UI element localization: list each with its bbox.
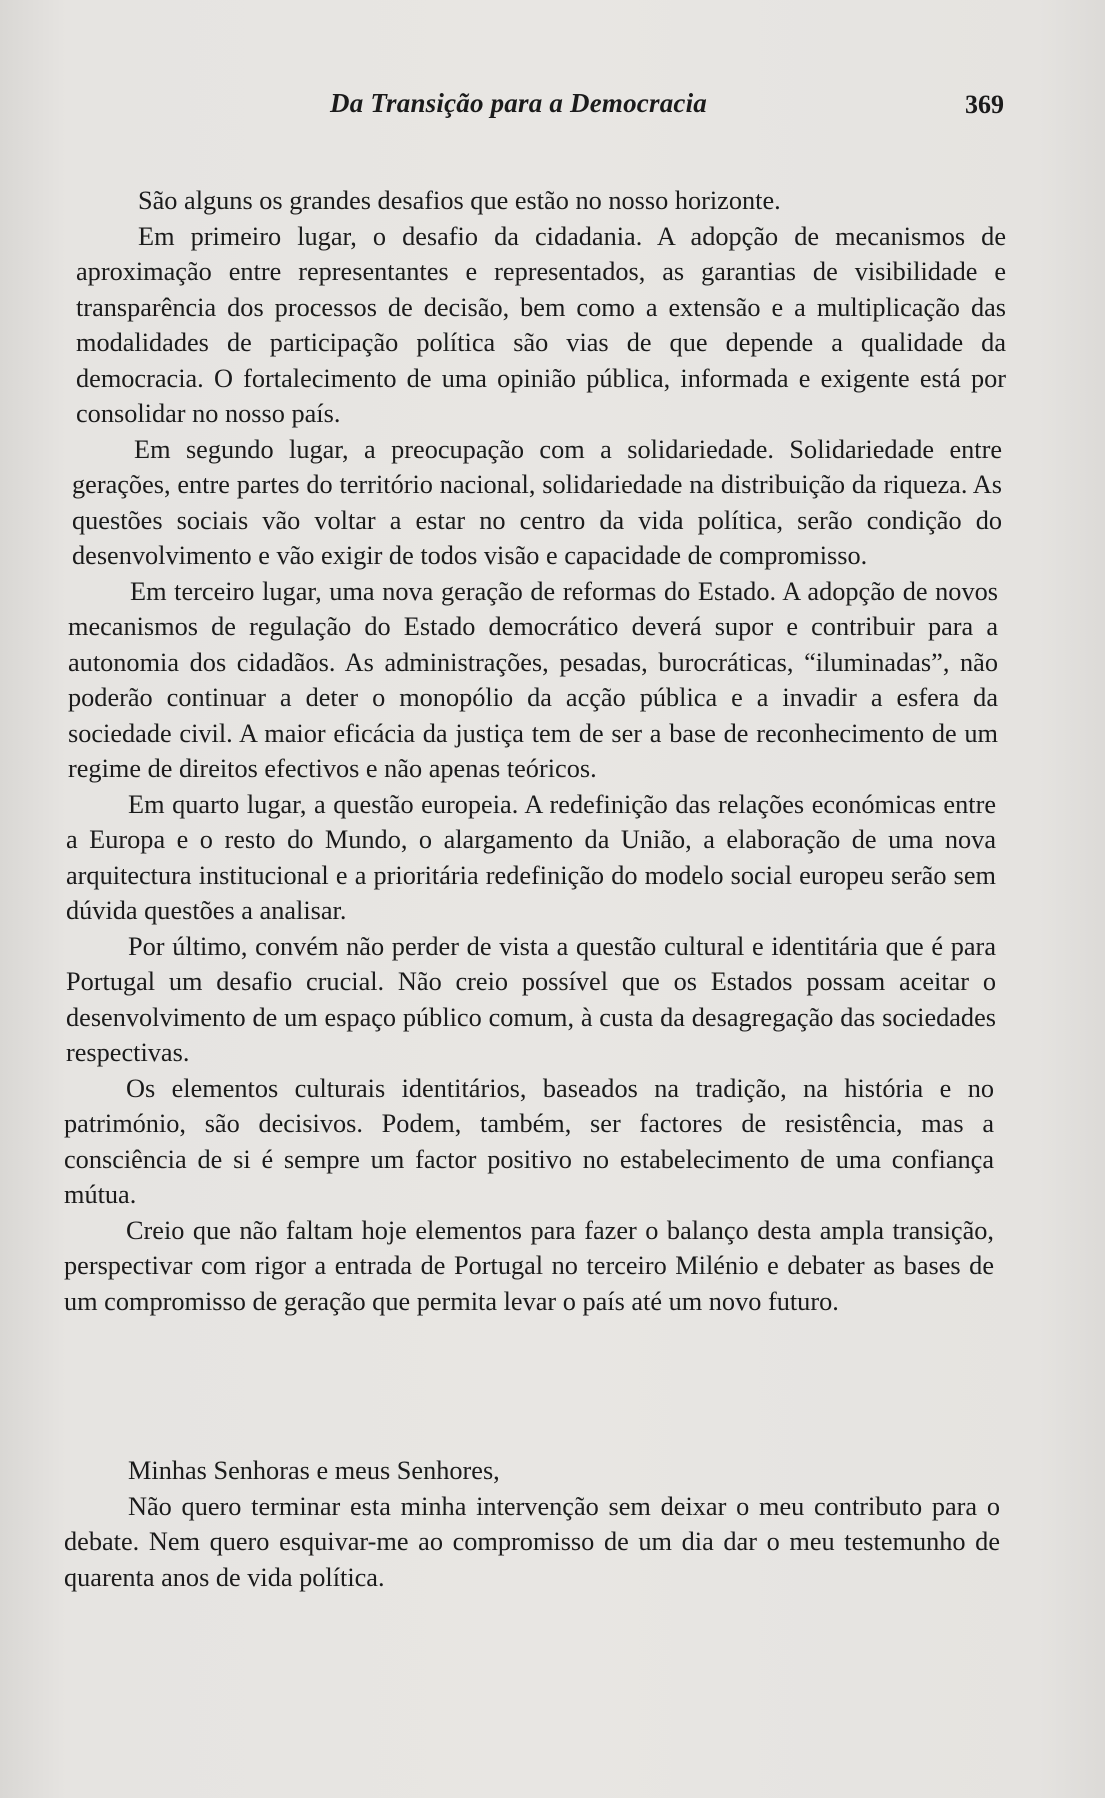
paragraph-elementos-culturais: Os elementos culturais identitários, baseados na tradição, na história e no património, são decisivos. Podem, também, ser factores de resistência, mas a consciência de si é sempre um factor positivo no estabelecimento de uma confiança mútua. (64, 1073, 994, 1209)
paragraph-solidariedade: Em segundo lugar, a preocupação com a solidariedade. Solidariedade entre gerações, entre partes do território nacional, solidariedade na distribuição da riqueza. As questões sociais vão voltar a estar no centro da vida política, serão condição do desenvolvimento e vão exigir de todos visão e capacidade de compromisso. (72, 434, 1002, 570)
page-number: 369 (965, 90, 1004, 119)
paragraph-cidadania: Em primeiro lugar, o desafio da cidadania. A adopção de mecanismos de aproximação entre representantes e representados, as garantias de visibilidade e transparência dos processos de decisão, bem como a extensão e a multiplicação das modalidades de participação política são vias de que depende a qualidade da democracia. O fortalecimento de uma opinião pública, informada e exigente está por consolidar no nosso país. (76, 221, 1006, 428)
body-text (64, 183, 1006, 1319)
running-head-title: Da Transição para a Democracia (330, 88, 707, 118)
paragraph-reformas-estado: Em terceiro lugar, uma nova geração de reformas do Estado. A adopção de novos mecanismos de regulação do Estado democrático deverá supor e contribuir para a autonomia dos cidadãos. As administrações, pesadas, burocráticas, “iluminadas”, não poderão continuar a deter o monopólio da acção pública e a invadir a esfera da sociedade civil. A maior eficácia da justiça tem de ser a base de reconhecimento de um regime de direitos efectivos e não apenas teóricos. (68, 576, 998, 783)
paragraph-questao-cultural: Por último, convém não perder de vista a questão cultural e identitária que é para Portugal um desafio crucial. Não creio possível que os Estados possam aceitar o desenvolvimento de um espaço público comum, à custa da desagregação das sociedades respectivas. (66, 931, 996, 1067)
paragraph-balanco: Creio que não faltam hoje elementos para fazer o balanço desta ampla transição, perspectivar com rigor a entrada de Portugal no terceiro Milénio e debater as bases de um compromisso de geração que permita levar o país até um novo futuro. (64, 1215, 994, 1316)
salutation: Minhas Senhoras e meus Senhores, (128, 1456, 500, 1485)
paragraph-final: Não quero terminar esta minha intervenção sem deixar o meu contributo para o debate. Nem quero esquivar-me ao compromisso de um dia dar o meu testemunho de quarenta anos de vida política. (64, 1491, 1000, 1592)
paragraph-questao-europeia: Em quarto lugar, a questão europeia. A redefinição das relações económicas entre a Europa e o resto do Mundo, o alargamento da União, a elaboração de uma nova arquitectura institucional e a prioritária redefinição do modelo social europeu serão sem dúvida questões a analisar. (66, 789, 996, 925)
paragraph-intro: São alguns os grandes desafios que estão no nosso horizonte. (138, 186, 781, 215)
closing-section (64, 1453, 1000, 1595)
